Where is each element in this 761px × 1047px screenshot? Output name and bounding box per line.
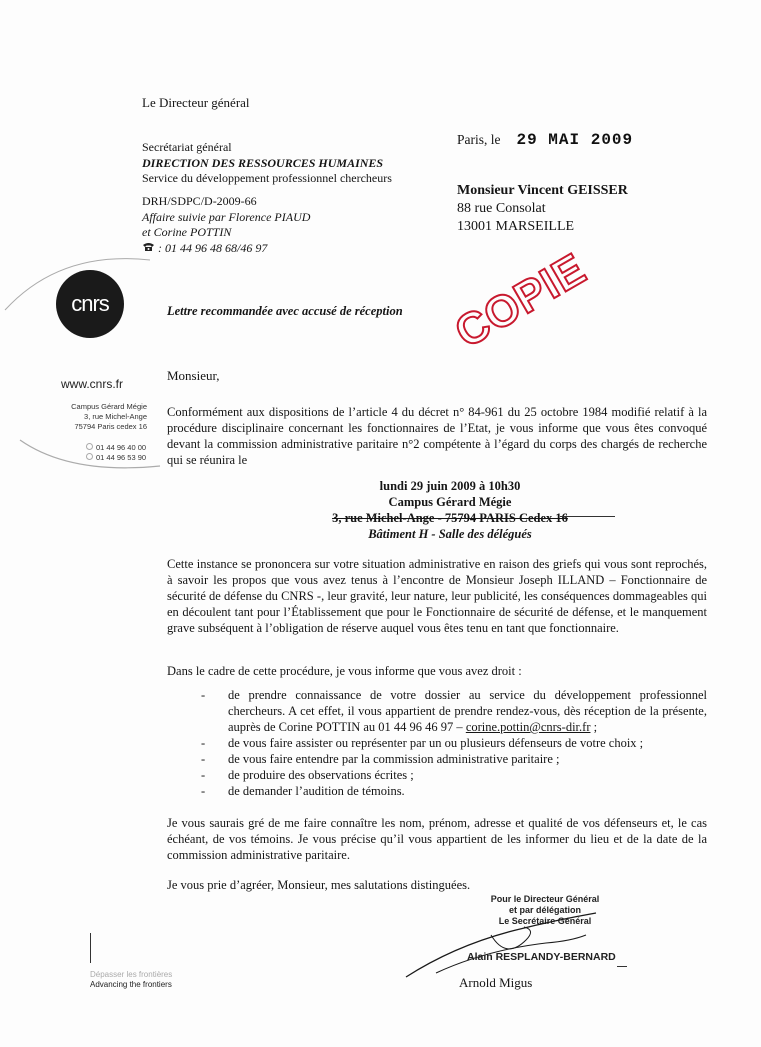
date-stamp: 29 MAI 2009	[516, 131, 634, 149]
list-item: - de prendre connaissance de votre dossier au service du développement professionnel chercheurs. A cet effet, il vous appartient de prendre rendez-vous, dès réception de la présente, auprès de Corine POTTIN au 01 44 96 46 97 – corine.pottin@cnrs-dir.fr ;	[228, 687, 707, 735]
paragraph-convocation: Conformément aux dispositions de l’article 4 du décret n° 84-961 du 25 octobre 1984 modifié relatif à la procédure disciplinaire concernant les fonctionnaires de l’Etat, je vous informe que vous êtes convoqué devant la commission administrative paritaire n°2 compétente à l’égard du corps des chargés de recherche qui se réunira le	[167, 405, 707, 467]
paragraph-grievances: Cette instance se prononcera sur votre situation administrative en raison des griefs qui vous sont reprochés, à savoir les propos que vous avez tenus à l’encontre de Monsieur Joseph ILLAND – Fonctionnaire de sécurité de défense du CNRS -, leur gravité, leur nature, leur publicité, les conséquences dommageables qui en découlent tant pour l’Établissement que pour le Fonctionnaire de sécurité de défense, et le manquement grave subséquent à l’obligation de réserve auquel vous êtes tenu en tant que fonctionnaire.	[167, 557, 707, 635]
sidebar-phones	[86, 443, 146, 463]
list-item: - de demander l’audition de témoins.	[228, 783, 707, 799]
closing: Je vous prie d’agréer, Monsieur, mes salutations distinguées.	[167, 878, 471, 892]
ref-followed-2: et Corine POTTIN	[142, 225, 232, 239]
list-item: - de vous faire assister ou représenter par un ou plusieurs défenseurs de votre choix ;	[228, 735, 707, 751]
signature-stamp-3: Le Secrétaire Général	[498, 916, 592, 926]
dept-line-2: DIRECTION DES RESSOURCES HUMAINES	[142, 155, 384, 170]
registered-mail: Lettre recommandée avec accusé de réception	[167, 304, 403, 318]
signature-stamp-2: et par délégation	[508, 905, 581, 915]
salutation: Monsieur,	[167, 368, 220, 383]
fax-bullet-icon	[86, 453, 93, 460]
recipient-name: Monsieur Vincent GEISSER	[457, 183, 628, 198]
meeting-place: Campus Gérard Mégie	[388, 495, 512, 509]
dept-line-1: Secrétariat général	[142, 140, 232, 154]
sidebar-addr-3: 75794 Paris cedex 16	[74, 422, 147, 431]
place-date	[457, 131, 633, 149]
paragraph-rights-intro: Dans le cadre de cette procédure, je vous informe que vous avez droit :	[167, 664, 522, 678]
tagline-rule	[90, 933, 91, 963]
email-link[interactable]: corine.pottin@cnrs-dir.fr	[465, 720, 591, 734]
dept-line-3: Service du développement professionnel chercheurs	[142, 171, 392, 185]
meeting-room: Bâtiment H - Salle des délégués	[368, 527, 532, 541]
sidebar-addr-2: 3, rue Michel-Ange	[84, 412, 147, 421]
strike-extension	[560, 516, 615, 517]
rights-list	[228, 687, 707, 799]
recipient-block	[457, 182, 628, 236]
sidebar-address	[61, 402, 147, 432]
paragraph-defenders: Je vous saurais gré de me faire connaître les nom, prénom, adresse et qualité de vos défenseurs et, le cas échéant, de vos témoins. Je vous précise qu’il vous appartient de les informer du lieu et de la date de la commission administrative paritaire.	[167, 816, 707, 862]
tagline-fr: Dépasser les frontières	[90, 970, 173, 979]
meeting-block	[167, 478, 707, 542]
typed-name: Arnold Migus	[459, 975, 533, 990]
tagline-en: Advancing the frontiers	[90, 980, 172, 989]
list-item: - de produire des observations écrites ;	[228, 767, 707, 783]
tagline	[90, 970, 172, 990]
ref-followed: Affaire suivie par Florence PIAUD	[142, 209, 311, 224]
sidebar-tel-2: 01 44 96 53 90	[96, 453, 147, 462]
meeting-date: lundi 29 juin 2009 à 10h30	[379, 479, 521, 493]
list-item: - de vous faire entendre par la commission administrative paritaire ;	[228, 751, 707, 767]
department-block	[142, 140, 392, 187]
cnrs-logo-text: cnrs	[71, 291, 109, 316]
sidebar-addr-1: Campus Gérard Mégie	[71, 402, 147, 411]
place: Paris, le	[457, 132, 501, 147]
website: www.cnrs.fr	[61, 377, 124, 391]
sidebar-tel-1: 01 44 96 40 00	[96, 443, 147, 452]
recipient-city: 13001 MARSEILLE	[457, 219, 575, 234]
recipient-street: 88 rue Consolat	[457, 201, 546, 216]
phone-bullet-icon	[86, 443, 93, 450]
copy-stamp: COPIE	[447, 244, 595, 358]
meeting-address: 3, rue Michel-Ange - 75794 PARIS Cedex 16	[332, 511, 568, 525]
sender-title: Le Directeur général	[142, 95, 250, 110]
signature-stamp-name: Alain RESPLANDY-BERNARD	[467, 951, 616, 963]
ref-code: DRH/SDPC/D-2009-66	[142, 194, 257, 208]
signature-stamp-1: Pour le Directeur Général	[490, 894, 600, 904]
cnrs-logo	[56, 270, 124, 338]
handwritten-signature	[396, 905, 626, 985]
ref-phone: : 01 44 96 48 68/46 97	[158, 240, 268, 255]
stamp-dash	[617, 966, 627, 967]
